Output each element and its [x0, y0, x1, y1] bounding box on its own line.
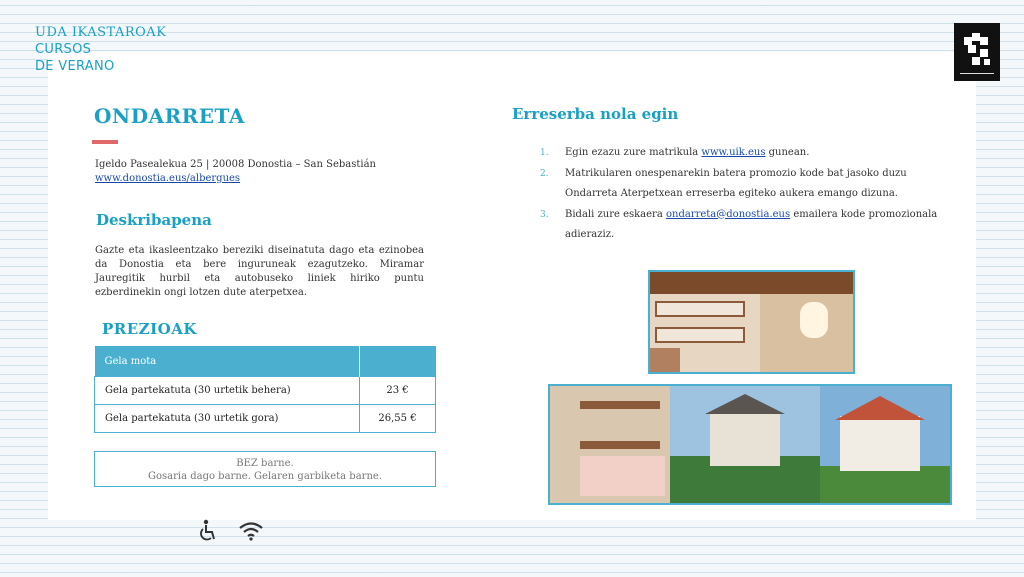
page-title: ONDARRETA: [94, 104, 245, 128]
booking-heading: Erreserba nola egin: [512, 105, 679, 123]
list-item: [540, 164, 960, 205]
price-notes: [94, 451, 436, 487]
step-number: 1.: [540, 148, 549, 158]
step-text-end: emailera kode promozionala adieraziz.: [565, 208, 938, 240]
website-link[interactable]: www.donostia.eus/albergues: [95, 173, 241, 184]
room-type-cell: Gela partekatuta (30 urtetik gora): [95, 405, 360, 433]
description-heading: Deskribapena: [96, 211, 212, 229]
building-photos: [548, 384, 952, 505]
step-text-end: gunean.: [765, 147, 810, 158]
price-table-header: [95, 346, 436, 377]
price-cell: 26,55 €: [360, 405, 436, 433]
price-header: [360, 346, 436, 377]
step-text: Matrikularen onespenarekin batera promozio kode bat jasoko duzu Ondarreta Aterpetxean erreserba egiteko aukera emango dizuna.: [565, 167, 907, 199]
wifi-icon: [238, 521, 264, 545]
price-table: [94, 346, 436, 433]
table-row: [95, 405, 436, 433]
room-type-cell: Gela partekatuta (30 urtetik behera): [95, 377, 360, 405]
dorm-room-photo: [648, 270, 855, 374]
amenity-icons: [197, 519, 264, 547]
list-item: [540, 143, 960, 164]
room-type-header: Gela mota: [95, 346, 360, 377]
breakfast-note: Gosaria dago barne. Gelaren garbiketa barne.: [148, 471, 382, 482]
step-text: Egin ezazu zure matrikula: [565, 147, 702, 158]
address-block: [95, 158, 376, 186]
list-item: [540, 205, 960, 246]
wheelchair-icon: [197, 519, 219, 547]
brand-line-3: DE VERANO: [35, 59, 115, 74]
booking-steps: [540, 143, 960, 246]
university-logo: [954, 23, 1000, 81]
description-text: Gazte eta ikasleentzako bereziki diseinatuta dago eta ezinobea da Donostia eta bere inguruneak ezagutzeko. Miramar Jauregitik hurbil eta autobuseko liniek hiriko puntu ezberdinekin ongi lotzen dute aterpetxea.: [95, 245, 424, 298]
step-number: 3.: [540, 209, 549, 220]
table-row: [95, 377, 436, 405]
vat-note: BEZ barne.: [236, 458, 294, 469]
step-number: 2.: [540, 168, 549, 179]
address-text: Igeldo Pasealekua 25 | 20008 Donostia – San Sebastián: [95, 159, 377, 170]
price-cell: 23 €: [360, 377, 436, 405]
brand-block: [35, 24, 166, 75]
uik-link[interactable]: www.uik.eus: [701, 147, 766, 158]
step-text: Bidali zure eskaera: [565, 208, 666, 220]
brand-line-2: CURSOS: [35, 42, 92, 57]
title-underline: [92, 140, 118, 144]
prices-heading: PREZIOAK: [102, 320, 197, 338]
brand-line-1: UDA IKASTAROAK: [35, 25, 167, 40]
email-link[interactable]: ondarreta@donostia.eus: [665, 208, 791, 220]
